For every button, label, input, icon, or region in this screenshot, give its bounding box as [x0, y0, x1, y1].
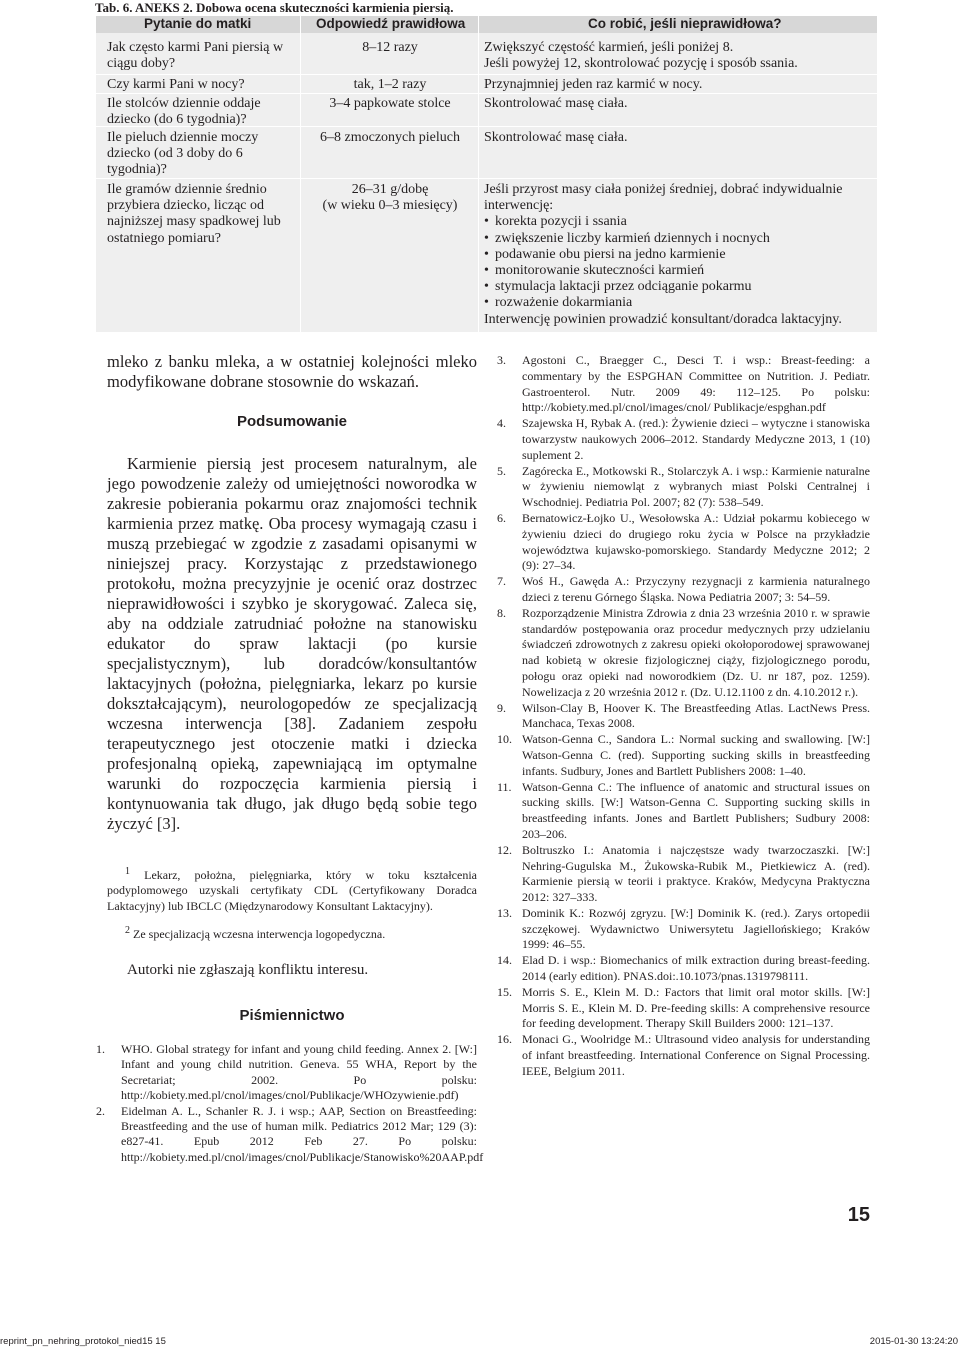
table-header: [96, 16, 877, 33]
intervention-item: • stymulacja laktacji przez odciąganie pokarmu: [484, 279, 876, 295]
row5-question: Ile gramów dziennie średnio przybiera dziecko, licząc od najniższej masy spadkowej lub ostatniego pomiaru?: [107, 182, 281, 246]
header-action: Co robić, jeśli nieprawidłowa?: [588, 16, 782, 31]
row2-action: Przynajmniej jeden raz karmić w nocy.: [484, 77, 703, 92]
reference-item: 5. Zagórecka E., Motkowski R., Stolarczyk A. i wsp.: Karmienie naturalne w żywieniu niemowląt z wybranych miast Polski Centralnej i Wschodniej. Pediatria Pol. 2007; 82 (7): 538–549.: [497, 463, 870, 510]
table-caption: Tab. 6. ANEKS 2. Dobowa ocena skuteczności karmienia piersią.: [95, 0, 454, 15]
row2-question: Czy karmi Pani w nocy?: [107, 77, 245, 92]
intro-paragraph: mleko z banku mleka, a w ostatniej kolejności mleko modyfikowane dobrane stosownie do wskazań.: [107, 352, 477, 391]
intervention-item: • rozważenie dokarmiania: [484, 295, 876, 311]
reference-item: 6. Bernatowicz-Łojko U., Wesołowska A.: Udział pokarmu kobiecego w żywieniu dzieci do drugiego roku życia w Polsce na przykładzie województwa kujawsko-pomorskiego. Standardy Medyczne 2012; 2 (9): 27–34.: [497, 510, 870, 573]
row1-action-line2: Jeśli powyżej 12, skontrolować pozycję i sposób ssania.: [484, 56, 798, 72]
intervention-item: • podawanie obu piersi na jedno karmienie: [484, 247, 876, 263]
footer-timestamp: 2015-01-30 13:24:20: [869, 1336, 958, 1347]
footnote-1-text: Lekarz, położna, pielęgniarka, który w toku kształcenia podyplomowego uzyskali certyfikaty CDL (Certyfikowany Doradca Laktacyjny) lub IBCLC (Międzynarodowy Konsultant Laktacyjny).: [107, 868, 477, 913]
row-divider: [96, 74, 877, 75]
row1-action: [484, 40, 876, 72]
reference-item: 14. Elad D. i wsp.: Biomechanics of milk extraction during breast-feeding. 2014 (early edition). PNAS.doi:.10.1073/pnas.1319798111.: [497, 953, 870, 984]
reference-item: 4. Szajewska H, Rybak A. (red.): Żywienie dzieci – wytyczne i stanowiska towarzystw naukowych 2006–2012. Standardy Medyczne 2013, 1 (10) suplement 2.: [497, 416, 870, 462]
row4-answer: 6–8 zmoczonych pieluch: [320, 130, 460, 145]
row5-action-closing: Interwencję powinien prowadzić konsultant/doradca laktacyjny.: [484, 311, 842, 327]
column-divider: [478, 16, 479, 332]
row5-action-intro: Jeśli przyrost masy ciała poniżej średniej, dobrać indywidualnie interwencję:: [484, 182, 843, 214]
references-heading: Piśmiennictwo: [239, 1007, 345, 1024]
summary-heading: Podsumowanie: [236, 413, 348, 430]
header-question: Pytanie do matki: [144, 16, 252, 31]
row1-action-line1: Zwiększyć częstość karmień, jeśli poniżej 8.: [484, 40, 734, 55]
footnote-1-mark: 1: [125, 866, 130, 877]
intervention-list: [484, 214, 876, 311]
reference-item: 12. Boltruszko I.: Anatomia i najczęstsze wady twarzoczaszki. [W:] Nehring-Gugulska M., Żukowska-Rubik M., Pietkiewicz A. (red). Karmienie piersią w teorii i praktyce. Kraków, Medycyna Praktyczna 2012: 327–333.: [497, 842, 870, 905]
reference-item: 3. Agostoni C., Braegger C., Desci T. i wsp.: Breast-feeding: a commentary by the ESPGHAN Committee on Nutrition. J. Pediatr. Gastroenterol. Nutr. 2009 49: 112–125. Po polsku: http://kobiety.med.pl/cnol/images/cnol/ Publikacje/espghan.pdf: [497, 353, 870, 415]
column-divider: [300, 16, 301, 332]
intervention-item: • zwiększenie liczby karmień dziennych i nocnych: [484, 231, 876, 247]
row1-answer: 8–12 razy: [362, 40, 418, 55]
row1-question: Jak często karmi Pani piersią w ciągu doby?: [107, 40, 284, 72]
footnote-1: [107, 864, 477, 914]
row3-answer: 3–4 papkowate stolce: [329, 96, 451, 111]
row4-question: Ile pieluch dziennie moczy dziecko (od 3 doby do 6 tygodnia)?: [107, 130, 259, 178]
row5-answer-line2: (w wieku 0–3 miesięcy): [322, 198, 458, 214]
row5-answer: [305, 182, 475, 214]
footnote-2-mark: 2: [125, 925, 130, 936]
row3-action: Skontrolować masę ciała.: [484, 96, 628, 111]
reference-item: 13. Dominik K.: Rozwój zgryzu. [W:] Dominik K. (red.). Zarys ortopedii szczękowej. Wydawnictwo Uniwersytetu Jagiellońskiego; Kraków 1999: 46–55.: [497, 905, 870, 952]
reference-item: 15. Morris S. E., Klein M. D.: Factors that limit oral motor skills. [W:] Morris S. E., Klein M. D. Pre-feeding skills: A comprehensive resource for feeding development. Therapy Skill Builders 2000: 121–137.: [497, 984, 870, 1031]
references-right: [497, 353, 870, 1080]
reference-item: 9. Wilson-Clay B, Hoover K. The Breastfeeding Atlas. LactNews Press. Manchaca, Texas 2008.: [497, 700, 870, 731]
page-number: 15: [847, 1204, 870, 1226]
intervention-item: • korekta pozycji i ssania: [484, 214, 876, 230]
footer-file-info: reprint_pn_nehring_protokol_nied15 15: [0, 1336, 166, 1347]
reference-item: 10. Watson-Genna C., Sandora L.: Normal sucking and swallowing. [W:] Watson-Genna C. (red). Supporting sucking skills in breastfeeding infants. Sudbury, Jones and Bartlett Publishers 2008: 1–40.: [497, 732, 870, 778]
intervention-item: • monitorowanie skuteczności karmień: [484, 263, 876, 279]
reference-item: 8. Rozporządzenie Ministra Zdrowia z dnia 23 września 2010 r. w sprawie standardów postępowania oraz procedur medycznych przy udzielaniu świadczeń zdrowotnych z zakresu opieki okołoporodowej sprawowanej nad kobietą w okresie fizjologicznej ciąży, fizjologicznego porodu, połogu oraz opieki nad noworodkiem (Dz. U. nr 187, poz. 1259). Nowelizacja z 20 września 2012 r. (Dz. U.12.1100 z dn. 4.10.2012 r.).: [497, 605, 870, 699]
header-correct-answer: Odpowiedź prawidłowa: [316, 16, 466, 31]
reference-item: 1. WHO. Global strategy for infant and young child feeding. Annex 2. [W:] Infant and young child nutrition. Geneva. 55 WHA, Report by the Secretariat; 2002. Po polsku: http://kobiety.med.pl/cnol/images/cnol/Publikacje/WHOzywienie.pdf): [96, 1042, 477, 1103]
reference-item: 2. Eidelman A. L., Schanler R. J. i wsp.; AAP, Section on Breastfeeding: Breastfeeding and the use of human milk. Pediatrics 2012 Mar; 129 (3): e827-41. Epub 2012 Feb 27. Po polsku: http://kobiety.med.pl/cnol/images/cnol/Publikacje/Stanowisko%20AAP.pdf: [96, 1103, 484, 1164]
conflict-statement: Autorki nie zgłaszają konfliktu interesu.: [127, 962, 369, 978]
reference-item: 11. Watson-Genna C.: The influence of anatomic and structural issues on sucking skills. [W:] Watson-Genna C. Supporting sucking skills in breastfeeding infants. Jones and Bartlett Publishers; Sudbury 2008: 203–206.: [497, 779, 870, 841]
row3-question: Ile stolców dziennie oddaje dziecko (do 6 tygodnia)?: [107, 96, 261, 128]
row5-answer-line1: 26–31 g/dobę: [351, 182, 429, 197]
row4-action: Skontrolować masę ciała.: [484, 130, 628, 145]
reference-item: 16. Monaci G., Woolridge M.: Ultrasound video analysis for understanding of infant breastfeeding. International Conference on Signal Processing. IEEE, Belgium 2011.: [497, 1032, 870, 1078]
footnote-2: [107, 923, 477, 942]
summary-paragraph: Karmienie piersią jest procesem naturalnym, ale jego powodzenie zależy od umiejętności noworodka w zakresie pobierania pokarmu oraz znajomości technik karmienia przez matkę. Oba procesy wymagają czasu i muszą przebiegać w zgodzie z zasadami opisanymi w niniejszej pracy. Korzystając z przedstawionego protokołu, można precyzyjnie je ocenić oraz dostrzec nieprawidłowości i szybko je skorygować. Zaleca się, aby na oddziale zatrudniać położne na stanowisku edukator do spraw laktacji (po kursie specjalistycznym), lub doradców/konsultantów laktacyjnych (położna, pielęgniarka, lekarz po kursie dokształcającym), neurologopedów ze specjalizacją wczesna interwencja [38]. Zadaniem zespołu terapeutycznego jest otoczenie matki i dziecka profesjonalną opieką, zapewniającą im optymalne warunki do rozpoczęcia karmienia piersią i kontynuowania tak długo, jak długo będą sobie tego życzyć [3].: [107, 454, 477, 833]
references-left: [96, 1042, 484, 1165]
row5-action: [484, 182, 876, 328]
reference-item: 7. Woś H., Gawęda A.: Przyczyny rezygnacji z karmienia naturalnego dzieci z terenu Górnego Śląska. Nowa Pediatria 2007; 3: 54–59.: [497, 574, 870, 604]
footnote-2-text: Ze specjalizacją wczesna interwencja logopedyczna.: [133, 927, 386, 941]
row2-answer: tak, 1–2 razy: [353, 77, 427, 92]
